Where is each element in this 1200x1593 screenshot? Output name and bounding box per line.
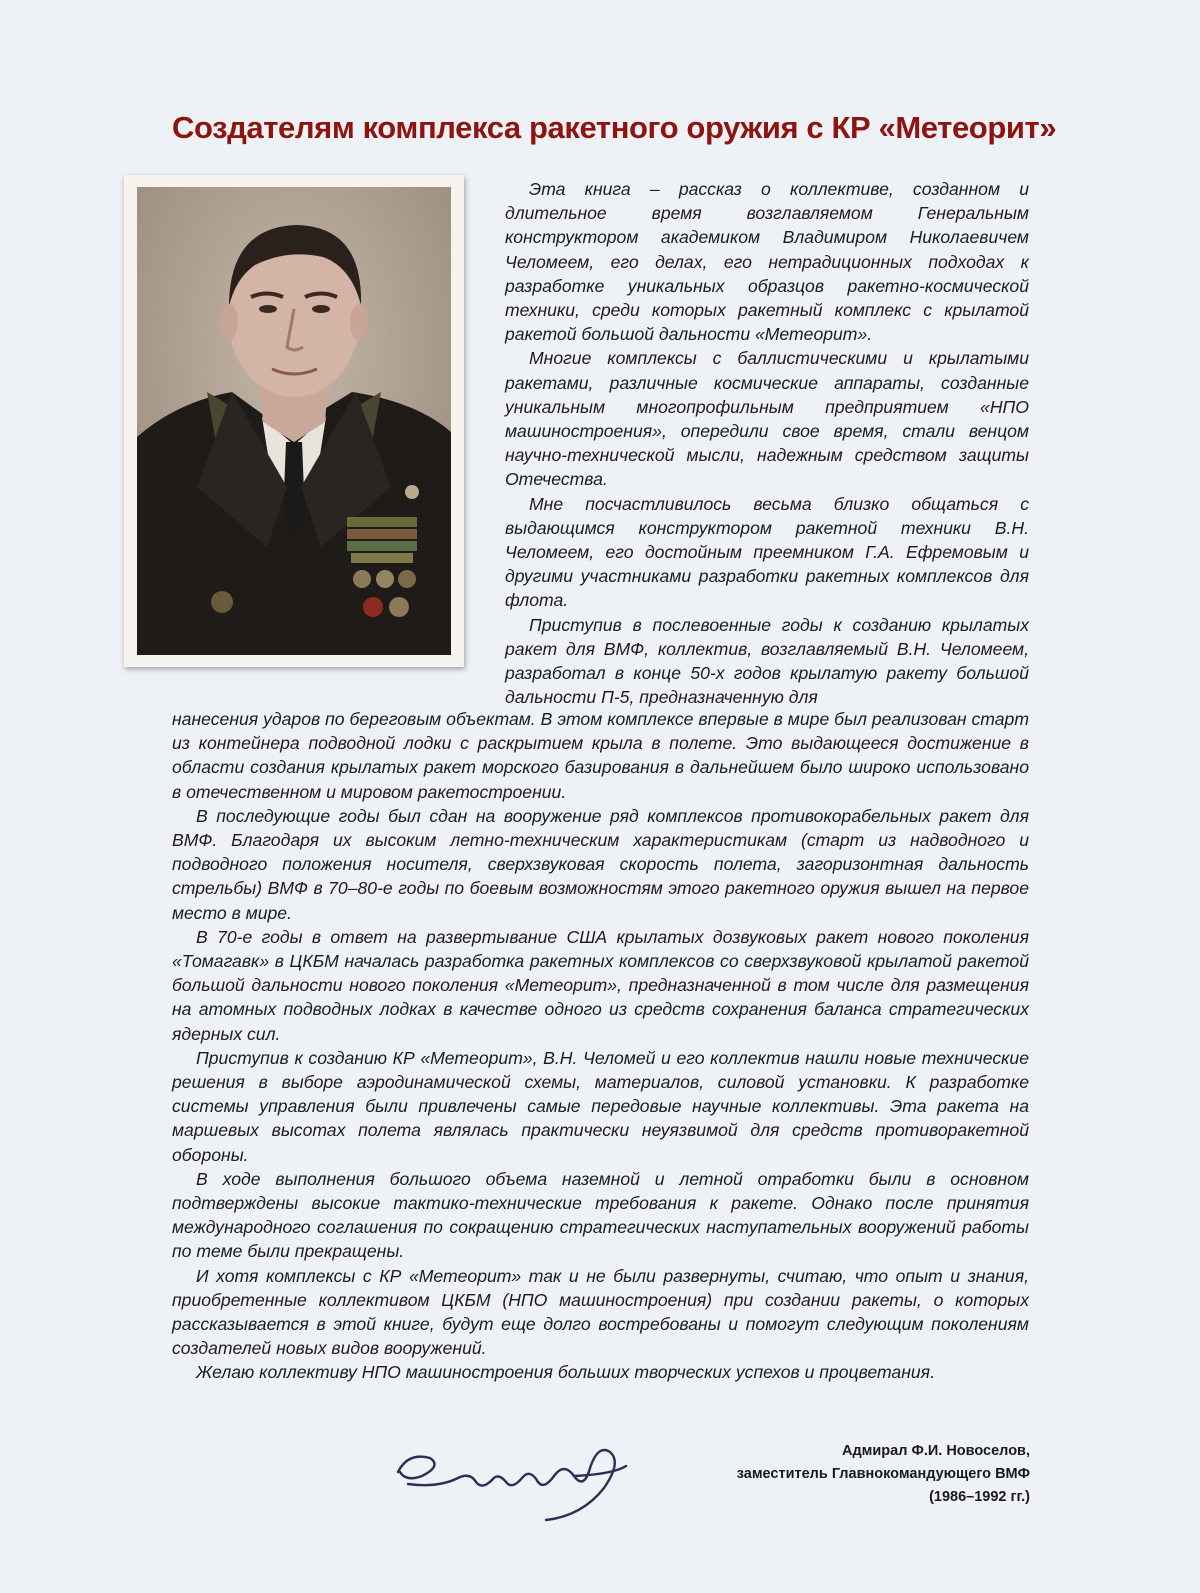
page-title: Создателям комплекса ракетного оружия с КР «Метеорит» — [172, 110, 1057, 145]
author-position: заместитель Главнокомандующего ВМФ — [736, 1466, 1030, 1482]
paragraph: Мне посчастливилось весьма близко общаться с выдающимся конструктором ракетной техники В.Н. Челомеем, его достойным преемником Г.А. Ефремовым и другими участниками разработки ракетных комплексов для флота. — [505, 493, 1029, 611]
paragraph: И хотя комплексы с КР «Метеорит» так и не были развернуты, считаю, что опыт и знания, приобретенные коллективом ЦКБМ (НПО машиностроения) при создании ракеты, о которых рассказывается в этой книге, будут еще долго востребованы и помогут следующим поколениям создателей новых видов вооружений. — [172, 1265, 1029, 1359]
paragraph: В последующие годы был сдан на вооружение ряд комплексов противокорабельных ракет для ВМФ. Благодаря их высоким летно-техническим характеристикам (старт из надводного и подводного положения носителя, сверхзвуковая скорость полета, загоризонтная дальность стрельбы) ВМФ в 70–80-е годы по боевым возможностям этого ракетного оружия вышел на первое место в мире. — [172, 805, 1029, 923]
paragraph: Многие комплексы с баллистическими и крылатыми ракетами, различные космические аппараты, созданные уникальным многопрофильным предприятием «НПО машиностроения», опередили свое время, стали венцом научно-технической мысли, надежным средством защиты Отечества. — [505, 348, 1029, 490]
author-years: (1986–1992 гг.) — [929, 1489, 1030, 1505]
author-name: Адмирал Ф.И. Новоселов, — [841, 1443, 1030, 1459]
handwritten-signature-icon — [378, 1432, 638, 1524]
paragraph: Желаю коллективу НПО машиностроения больших творческих успехов и процветания. — [196, 1362, 935, 1383]
intro-text-column — [505, 177, 1029, 709]
paragraph: В 70-е годы в ответ на развертывание США крылатых дозвуковых ракет нового поколения «Томагавк» в ЦКБМ началась разработка ракетных комплексов со сверхзвуковой крылатой ракетой большой дальности нового поколения «Метеорит», предназначенной в том числе для размещения на атомных подводных лодках в качестве одного из средств сохранения баланса стратегических ядерных сил. — [172, 926, 1029, 1044]
paragraph: Приступив в послевоенные годы к созданию крылатых ракет для ВМФ, коллектив, возглавляемый В.Н. Челомеем, разработал в конце 50-х годов крылатую ракету большой дальности П-5, предназначенную для — [505, 614, 1029, 708]
paragraph: Эта книга – рассказ о коллективе, созданном и длительное время возглавляемом Генеральным конструктором академиком Владимиром Николаевичем Челомеем, его делах, его нетрадиционных подходах к разработке уникальных образцов ракетно-космической техники, среди которых ракетный комплекс с крылатой ракетой большой дальности «Метеорит». — [505, 179, 1029, 345]
portrait-photo-frame — [124, 175, 464, 667]
main-text-column — [172, 707, 1029, 1385]
portrait-photo — [137, 187, 451, 655]
paragraph: нанесения ударов по береговым объектам. В этом комплексе впервые в мире был реализован старт из контейнера подводной лодки с раскрытием крыла в полете. Это выдающееся достижение в области создания крылатых ракет морского базирования в дальнейшем было широко использовано в отечественном и мировом ракетостроении. — [172, 709, 1029, 802]
paragraph: В ходе выполнения большого объема наземной и летной отработки были в основном подтверждены высокие тактико-технические требования к ракете. Однако после принятия международного соглашения по сокращению стратегических наступательных вооружений работы по теме были прекращены. — [172, 1168, 1029, 1262]
paragraph: Приступив к созданию КР «Метеорит», В.Н. Челомей и его коллектив нашли новые технические решения в выборе аэродинамической схемы, материалов, силовой установки. К разработке системы управления были привлечены самые передовые научные коллективы. Эта ракета на маршевых высотах полета являлась практически неуязвимой для средств противоракетной обороны. — [172, 1047, 1029, 1165]
signoff-block — [737, 1440, 1030, 1509]
portrait-illustration — [137, 187, 451, 655]
